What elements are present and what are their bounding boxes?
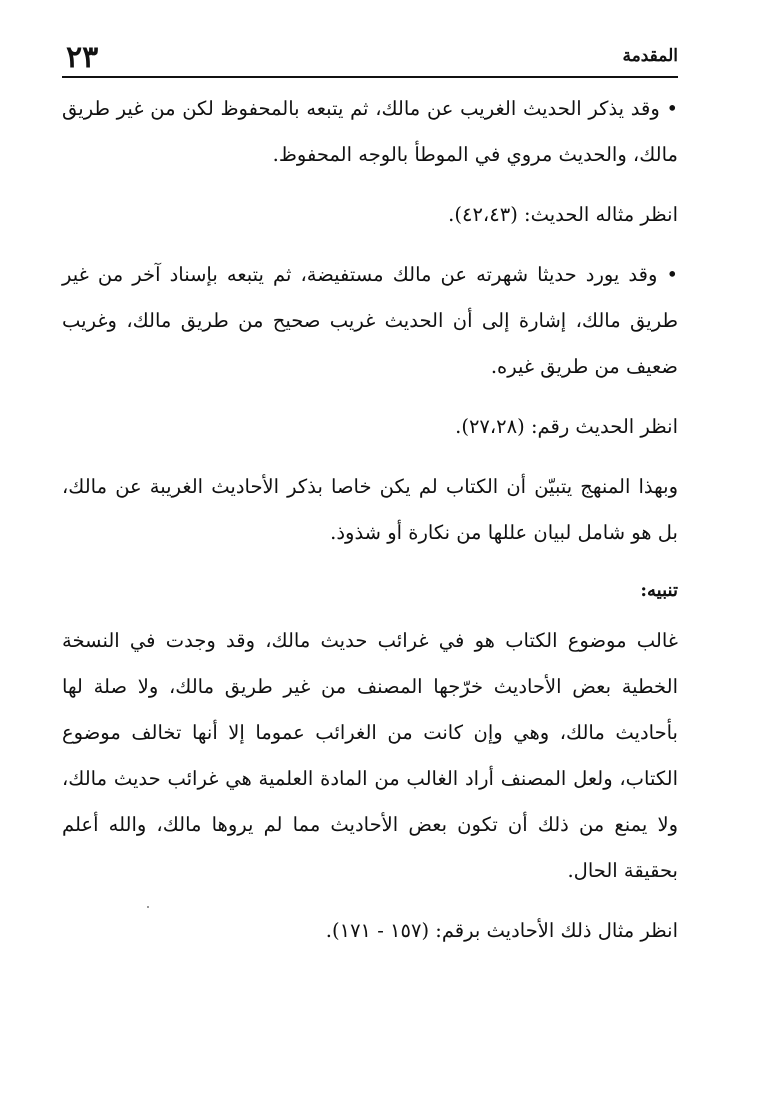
page <box>62 40 678 954</box>
paragraph-2: • وقد يورد حديثا شهرته عن مالك مستفيضة، ثم يتبعه بإسناد آخر من غير طريق مالك، إشارة إلى أن الحديث غريب صحيح من طريق مالك، وغريب ضعيف من طريق غيره. <box>62 252 678 390</box>
page-header <box>62 40 678 78</box>
paragraph-3: وبهذا المنهج يتبيّن أن الكتاب لم يكن خاصا بذكر الأحاديث الغريبة عن مالك، بل هو شامل لبيان عللها من نكارة أو شذوذ. <box>62 475 678 544</box>
paragraph-1: • وقد يذكر الحديث الغريب عن مالك، ثم يتبعه بالمحفوظ لكن من غير طريق مالك، والحديث مروي في الموطأ بالوجه المحفوظ. <box>62 86 678 178</box>
scan-speck <box>147 906 149 908</box>
chapter-title: المقدمة <box>622 46 678 66</box>
page-number: ٢٣ <box>66 40 99 75</box>
reference-2: انظر الحديث رقم: (٢٧،٢٨). <box>455 415 678 438</box>
paragraph-4: غالب موضوع الكتاب هو في غرائب حديث مالك، وقد وجدت في النسخة الخطية بعض الأحاديث خرّجها المصنف من غير طريق مالك، ولا صلة لها بأحاديث مالك، وهي وإن كانت من الغرائب عموما إلا أنها تخالف موضوع الكتاب، ولعل المصنف أراد الغالب من المادة العلمية هي غرائب حديث مالك، ولا يمنع من ذلك أن تكون بعض الأحاديث مما لم يروها مالك، والله أعلم بحقيقة الحال. <box>62 629 678 882</box>
reference-1: انظر مثاله الحديث: (٤٢،٤٣). <box>448 203 678 226</box>
note-heading: تنبيه: <box>640 580 678 601</box>
reference-3: انظر مثال ذلك الأحاديث برقم: (١٥٧ - ١٧١). <box>325 919 678 942</box>
